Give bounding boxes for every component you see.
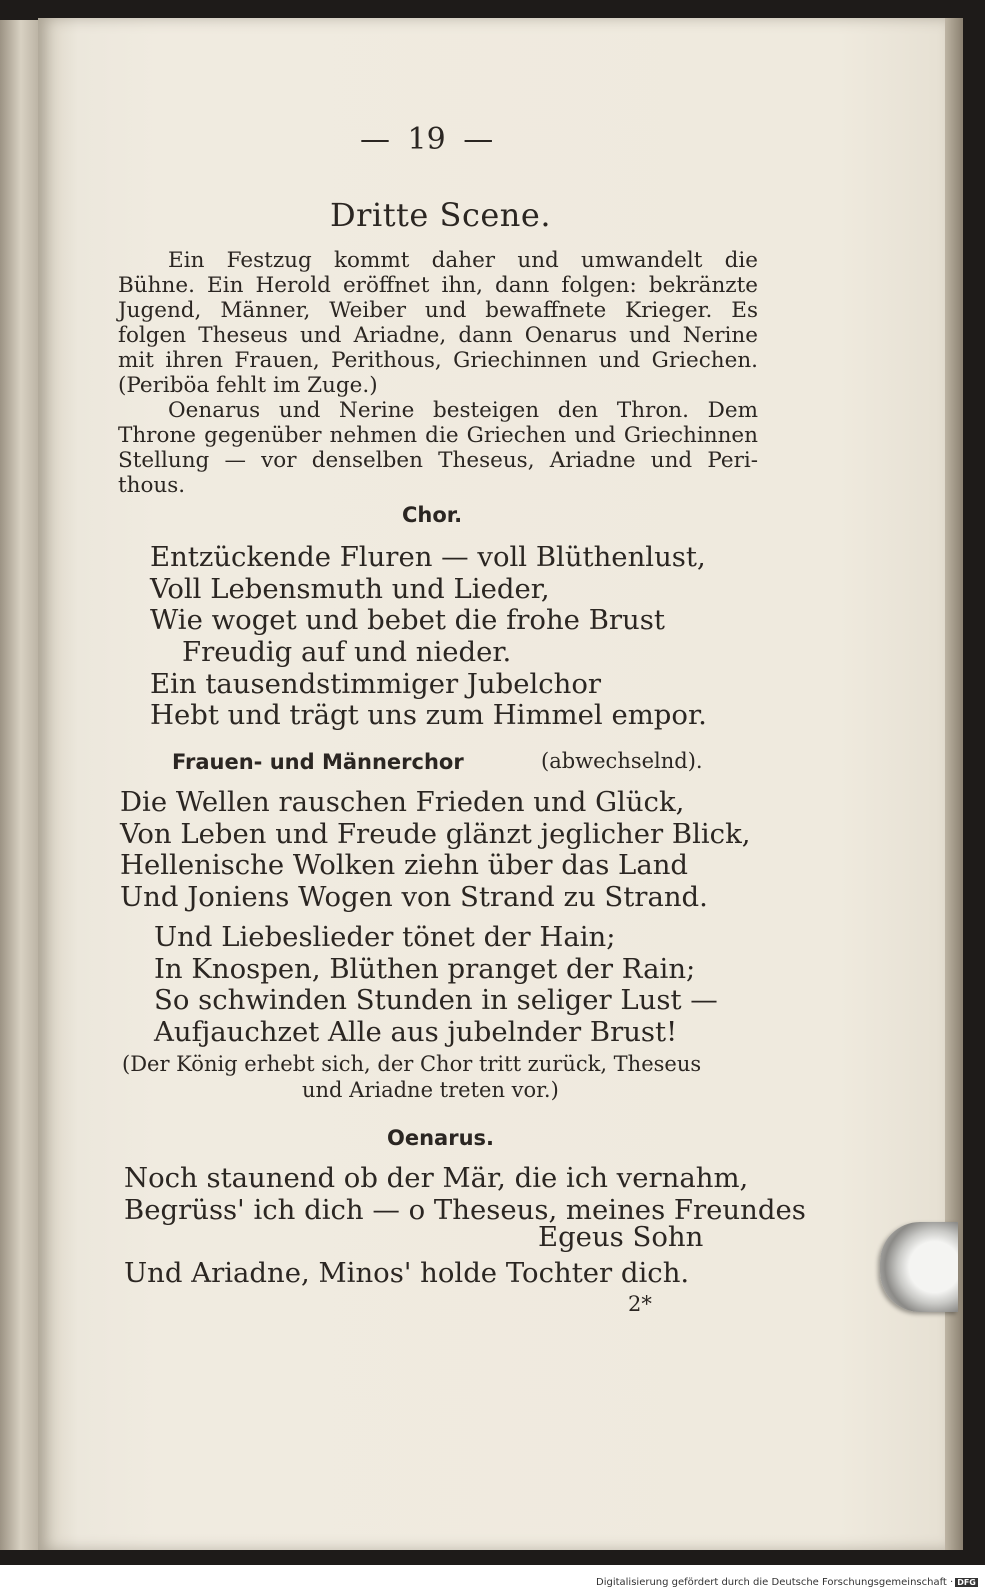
scene-title: Dritte Scene.: [330, 196, 552, 234]
right-page-edge: [945, 18, 963, 1550]
stage-direction-line: Stellung — vor denselben Theseus, Ariadne und Peri-: [118, 448, 758, 473]
verse-line: Hebt und trägt uns zum Himmel empor.: [150, 699, 707, 731]
verse-line: Ein tausendstimmiger Jubelchor: [150, 668, 602, 700]
verse-line: In Knospen, Blüthen pranget der Rain;: [154, 953, 696, 985]
stage-direction-line: mit ihren Frauen, Perithous, Griechinnen und Griechen.: [118, 348, 758, 373]
footer-text: Digitalisierung gefördert durch die Deutsche Forschungsgemeinschaft ·: [596, 1577, 954, 1588]
verse-line: So schwinden Stunden in seliger Lust —: [154, 984, 718, 1016]
stage-direction-line: thous.: [118, 473, 186, 498]
page-number: — 19 —: [360, 122, 494, 157]
stage-direction-line: folgen Theseus und Ariadne, dann Oenarus und Nerine: [118, 323, 758, 348]
verse-line: Hellenische Wolken ziehn über das Land: [120, 849, 689, 881]
verse-line: Und Ariadne, Minos' holde Tochter dich.: [124, 1257, 690, 1289]
stage-direction-line: Throne gegenüber nehmen die Griechen und Griechinnen: [118, 423, 758, 448]
speaker-note: (abwechselnd).: [541, 749, 703, 773]
stage-direction-line: und Ariadne treten vor.): [302, 1078, 559, 1102]
speaker-frauen-maennerchor: Frauen- und Männerchor: [172, 750, 464, 774]
verse-line: Egeus Sohn: [538, 1221, 704, 1253]
stage-direction-line: Jugend, Männer, Weiber und bewaffnete Krieger. Es: [118, 298, 758, 323]
verse-line: Voll Lebensmuth und Lieder,: [150, 573, 550, 605]
verse-line: Und Liebeslieder tönet der Hain;: [154, 921, 616, 953]
verse-line: Von Leben und Freude glänzt jeglicher Blick,: [120, 818, 751, 850]
verse-line: Und Joniens Wogen von Strand zu Strand.: [120, 881, 708, 913]
verse-line: Die Wellen rauschen Frieden und Glück,: [120, 786, 685, 818]
stage-direction-line: (Periböa fehlt im Zuge.): [118, 373, 378, 398]
signature-mark: 2*: [628, 1292, 652, 1316]
stage-direction-line: Ein Festzug kommt daher und umwandelt die: [168, 248, 758, 273]
speaker-oenarus: Oenarus.: [387, 1126, 494, 1150]
verse-line: Noch staunend ob der Mär, die ich vernahm,: [124, 1162, 749, 1194]
left-page-edge: [0, 20, 38, 1550]
speaker-chor: Chor.: [402, 503, 463, 527]
verse-line: Entzückende Fluren — voll Blüthenlust,: [150, 541, 706, 573]
verse-line: Aufjauchzet Alle aus jubelnder Brust!: [154, 1016, 678, 1048]
verse-line: Freudig auf und nieder.: [182, 636, 512, 668]
stage-direction-line: Oenarus und Nerine besteigen den Thron. Dem: [168, 398, 758, 423]
stage-direction-line: Bühne. Ein Herold eröffnet ihn, dann folgen: bekränzte: [118, 273, 758, 298]
dfg-logo: DFG: [957, 1578, 976, 1587]
digitization-footer: [596, 1577, 978, 1588]
verse-line: Begrüss' ich dich — o Theseus, meines Freundes: [124, 1194, 806, 1226]
binder-clip: [880, 1222, 958, 1312]
stage-direction-line: (Der König erhebt sich, der Chor tritt zurück, Theseus: [122, 1052, 702, 1076]
verse-line: Wie woget und bebet die frohe Brust: [150, 604, 665, 636]
